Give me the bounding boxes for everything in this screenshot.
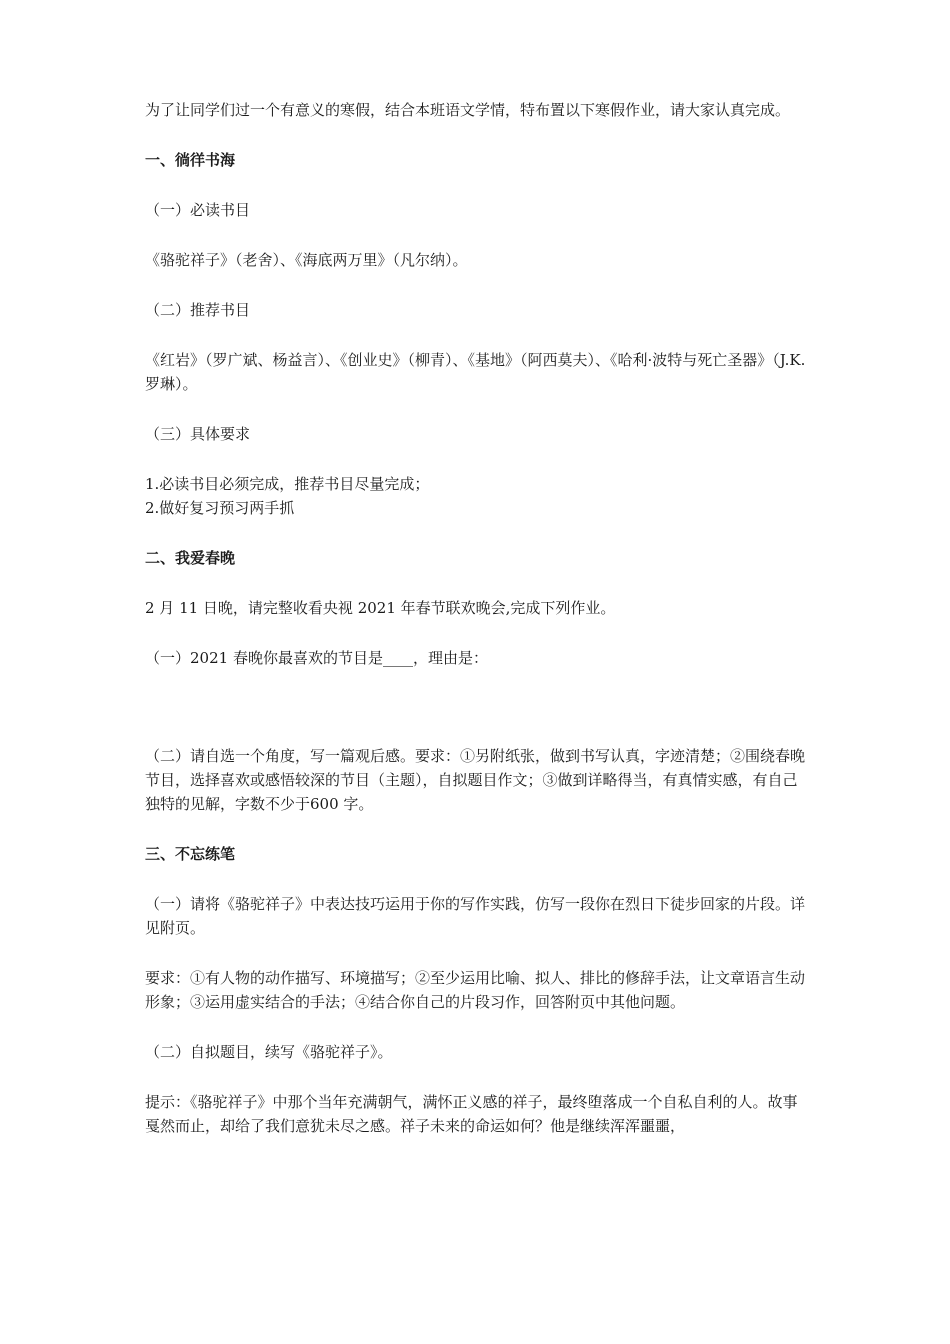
section1-heading: 一、徜徉书海 [145, 151, 236, 169]
section3-question-2-hint: 提示：《骆驼祥子》中那个当年充满朝气，满怀正义感的祥子，最终堕落成一个自私自利的人。故事戛然而止，却给了我们意犹未尽之感。祥子未来的命运如何？他是继续浑浑噩噩， [145, 1093, 798, 1135]
section1-requirement-2: 2.做好复习预习两手抓 [145, 499, 295, 517]
section1-sub1-title: （一）必读书目 [145, 201, 251, 219]
section3-question-2: （二）自拟题目，续写《骆驼祥子》。 [145, 1043, 393, 1061]
section1-sub2-title: （二）推荐书目 [145, 301, 251, 319]
section1-sub1-body: 《骆驼祥子》（老舍）、《海底两万里》（凡尔纳）。 [145, 251, 468, 269]
section3-question-1: （一）请将《骆驼祥子》中表达技巧运用于你的写作实践，仿写一段你在烈日下徒步回家的片段。详见附页。 [145, 895, 806, 937]
section2-question-2: （二）请自选一个角度，写一篇观后感。要求：①另附纸张，做到书写认真，字迹清楚；②围绕春晚节目，选择喜欢或感悟较深的节目（主题），自拟题目作文；③做到详略得当，有真情实感，有自己独特的见解，字数不少于600 字。 [145, 747, 806, 813]
document-page [145, 98, 810, 1138]
section2-heading: 二、我爱春晚 [145, 549, 236, 567]
section2-intro: 2 月 11 日晚，请完整收看央视 2021 年春节联欢晚会,完成下列作业。 [145, 599, 616, 617]
intro-paragraph: 为了让同学们过一个有意义的寒假，结合本班语文学情，特布置以下寒假作业，请大家认真完成。 [145, 101, 791, 119]
section3-heading: 三、不忘练笔 [145, 845, 236, 863]
section1-sub3-title: （三）具体要求 [145, 425, 251, 443]
section2-question-1: （一）2021 春晚你最喜欢的节目是____，理由是： [145, 649, 488, 667]
section1-requirement-1: 1.必读书目必须完成，推荐书目尽量完成； [145, 475, 430, 493]
section1-sub2-body: 《红岩》（罗广斌、杨益言）、《创业史》（柳青）、《基地》（阿西莫夫）、《哈利·波特与死亡圣器》（J.K.罗琳）。 [145, 351, 806, 393]
section3-question-1-requirements: 要求：①有人物的动作描写、环境描写；②至少运用比喻、拟人、排比的修辞手法，让文章语言生动形象；③运用虚实结合的手法；④结合你自己的片段习作，回答附页中其他问题。 [145, 969, 806, 1011]
